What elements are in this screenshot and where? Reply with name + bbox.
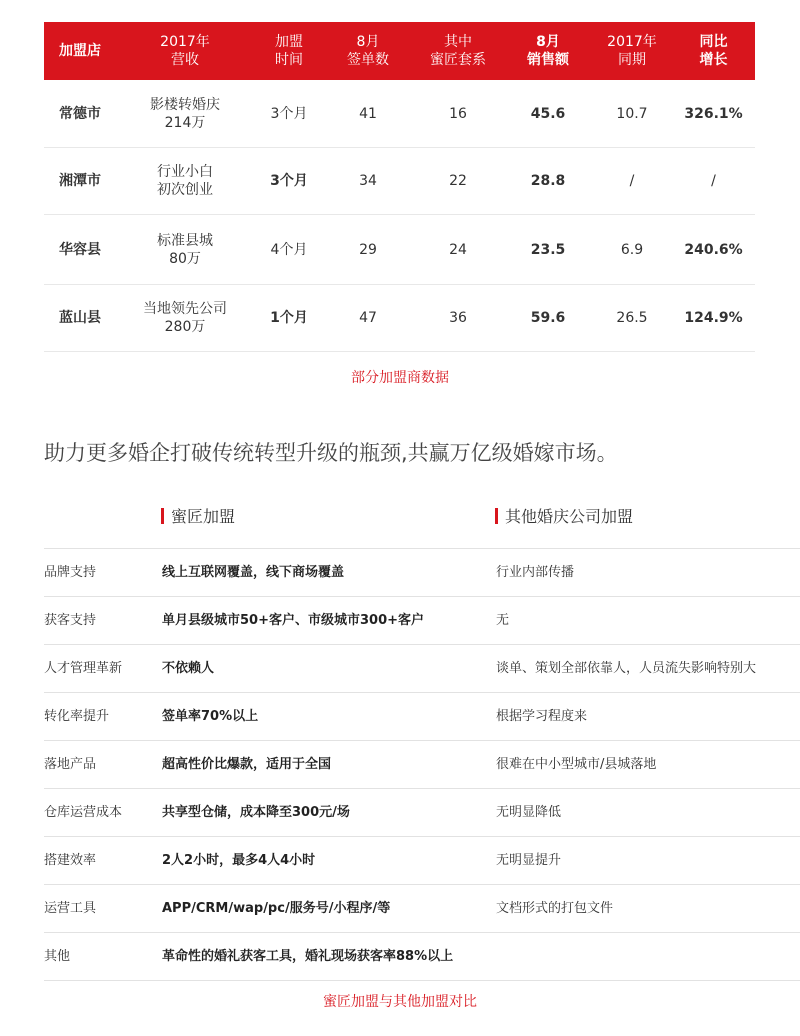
other-value: 根据学习程度来: [496, 709, 588, 724]
table-row: [44, 215, 755, 285]
other-value: 无明显提升: [496, 853, 562, 868]
feature-label: 落地产品: [44, 757, 97, 772]
yoy-growth-cell: 124.9%: [672, 285, 755, 352]
mijiang-value: 共享型仓储，成本降至300元/场: [162, 805, 350, 820]
comparison-row: [44, 597, 800, 645]
other-value: 很难在中小型城市/县城落地: [496, 757, 657, 772]
store-cell: 常德市: [44, 80, 116, 148]
same-period-cell: 10.7: [592, 80, 672, 148]
feature-label: 人才管理革新: [44, 661, 123, 676]
mijiang-sets-cell: 22: [412, 148, 504, 215]
aug-deals-cell: 47: [324, 285, 412, 352]
comparison-caption: 蜜匠加盟与其他加盟对比: [323, 994, 477, 1010]
stats-table-caption: 部分加盟商数据: [351, 370, 449, 386]
yoy-growth-cell: 326.1%: [672, 80, 755, 148]
aug-sales-cell: 59.6: [504, 285, 592, 352]
yoy-growth-cell: 240.6%: [672, 215, 755, 285]
feature-label: 仓库运营成本: [44, 805, 123, 820]
table-row: [44, 80, 755, 148]
header-join-time: 加盟 时间: [254, 22, 324, 80]
comparison-row: [44, 885, 800, 933]
mijiang-value: APP/CRM/wap/pc/服务号/小程序/等: [162, 901, 391, 916]
comparison-row: [44, 837, 800, 885]
mijiang-sets-cell: 24: [412, 215, 504, 285]
comparison-row: [44, 789, 800, 837]
mijiang-value: 不依赖人: [162, 661, 215, 676]
feature-label: 搭建效率: [44, 853, 97, 868]
column-heading-other: [495, 506, 633, 528]
join-time-cell: 1个月: [254, 285, 324, 352]
header-mijiang-sets: 其中 蜜匠套系: [412, 22, 504, 80]
revenue-cell: 当地领先公司 280万: [116, 285, 254, 352]
yoy-growth-cell: /: [672, 148, 755, 215]
header-aug-sales: 8月 销售额: [504, 22, 592, 80]
mijiang-value: 单月县级城市50+客户、市级城市300+客户: [162, 613, 425, 628]
mijiang-value: 2人2小时，最多4人4小时: [162, 853, 316, 868]
mijiang-value: 签单率70%以上: [162, 709, 259, 724]
mijiang-value: 革命性的婚礼获客工具，婚礼现场获客率88%以上: [162, 949, 454, 964]
feature-label: 其他: [44, 949, 71, 964]
aug-sales-cell: 28.8: [504, 148, 592, 215]
aug-sales-cell: 23.5: [504, 215, 592, 285]
other-value: 谈单、策划全部依靠人，人员流失影响特别大: [496, 661, 757, 676]
header-yoy-growth: 同比 增长: [672, 22, 755, 80]
comparison-row: [44, 645, 800, 693]
revenue-cell: 影楼转婚庆 214万: [116, 80, 254, 148]
comparison-row: [44, 549, 800, 597]
mijiang-sets-cell: 36: [412, 285, 504, 352]
comparison-row: [44, 933, 800, 981]
store-cell: 华容县: [44, 215, 116, 285]
table-header-row: [44, 22, 755, 80]
aug-deals-cell: 34: [324, 148, 412, 215]
accent-bar: [495, 508, 498, 524]
header-aug-deals: 8月 签单数: [324, 22, 412, 80]
table-row: [44, 285, 755, 352]
store-cell: 蓝山县: [44, 285, 116, 352]
store-cell: 湘潭市: [44, 148, 116, 215]
aug-sales-cell: 45.6: [504, 80, 592, 148]
other-value: 行业内部传播: [496, 565, 575, 580]
page-headline: 助力更多婚企打破传统转型升级的瓶颈,共赢万亿级婚嫁市场。: [44, 441, 618, 465]
same-period-cell: 26.5: [592, 285, 672, 352]
table-row: [44, 148, 755, 215]
accent-bar: [161, 508, 164, 524]
join-time-cell: 3个月: [254, 148, 324, 215]
other-value: 文档形式的打包文件: [496, 901, 614, 916]
mijiang-value: 超高性价比爆款，适用于全国: [162, 757, 332, 772]
revenue-cell: 标准县城 80万: [116, 215, 254, 285]
franchise-stats-table: [44, 22, 755, 352]
column-heading-label: 其他婚庆公司加盟: [505, 507, 634, 526]
comparison-row: [44, 693, 800, 741]
join-time-cell: 3个月: [254, 80, 324, 148]
column-heading-mijiang: [161, 506, 235, 528]
other-value: 无: [496, 613, 510, 628]
header-revenue-2017: 2017年 营收: [116, 22, 254, 80]
comparison-row: [44, 741, 800, 789]
mijiang-value: 线上互联网覆盖，线下商场覆盖: [162, 565, 345, 580]
aug-deals-cell: 29: [324, 215, 412, 285]
header-same-period-2017: 2017年 同期: [592, 22, 672, 80]
feature-label: 转化率提升: [44, 709, 110, 724]
join-time-cell: 4个月: [254, 215, 324, 285]
feature-label: 获客支持: [44, 613, 97, 628]
same-period-cell: /: [592, 148, 672, 215]
revenue-cell: 行业小白 初次创业: [116, 148, 254, 215]
aug-deals-cell: 41: [324, 80, 412, 148]
other-value: 无明显降低: [496, 805, 562, 820]
feature-label: 品牌支持: [44, 565, 97, 580]
header-store: 加盟店: [44, 22, 116, 80]
comparison-list: [44, 548, 800, 981]
same-period-cell: 6.9: [592, 215, 672, 285]
mijiang-sets-cell: 16: [412, 80, 504, 148]
column-heading-label: 蜜匠加盟: [171, 507, 236, 526]
feature-label: 运营工具: [44, 901, 97, 916]
